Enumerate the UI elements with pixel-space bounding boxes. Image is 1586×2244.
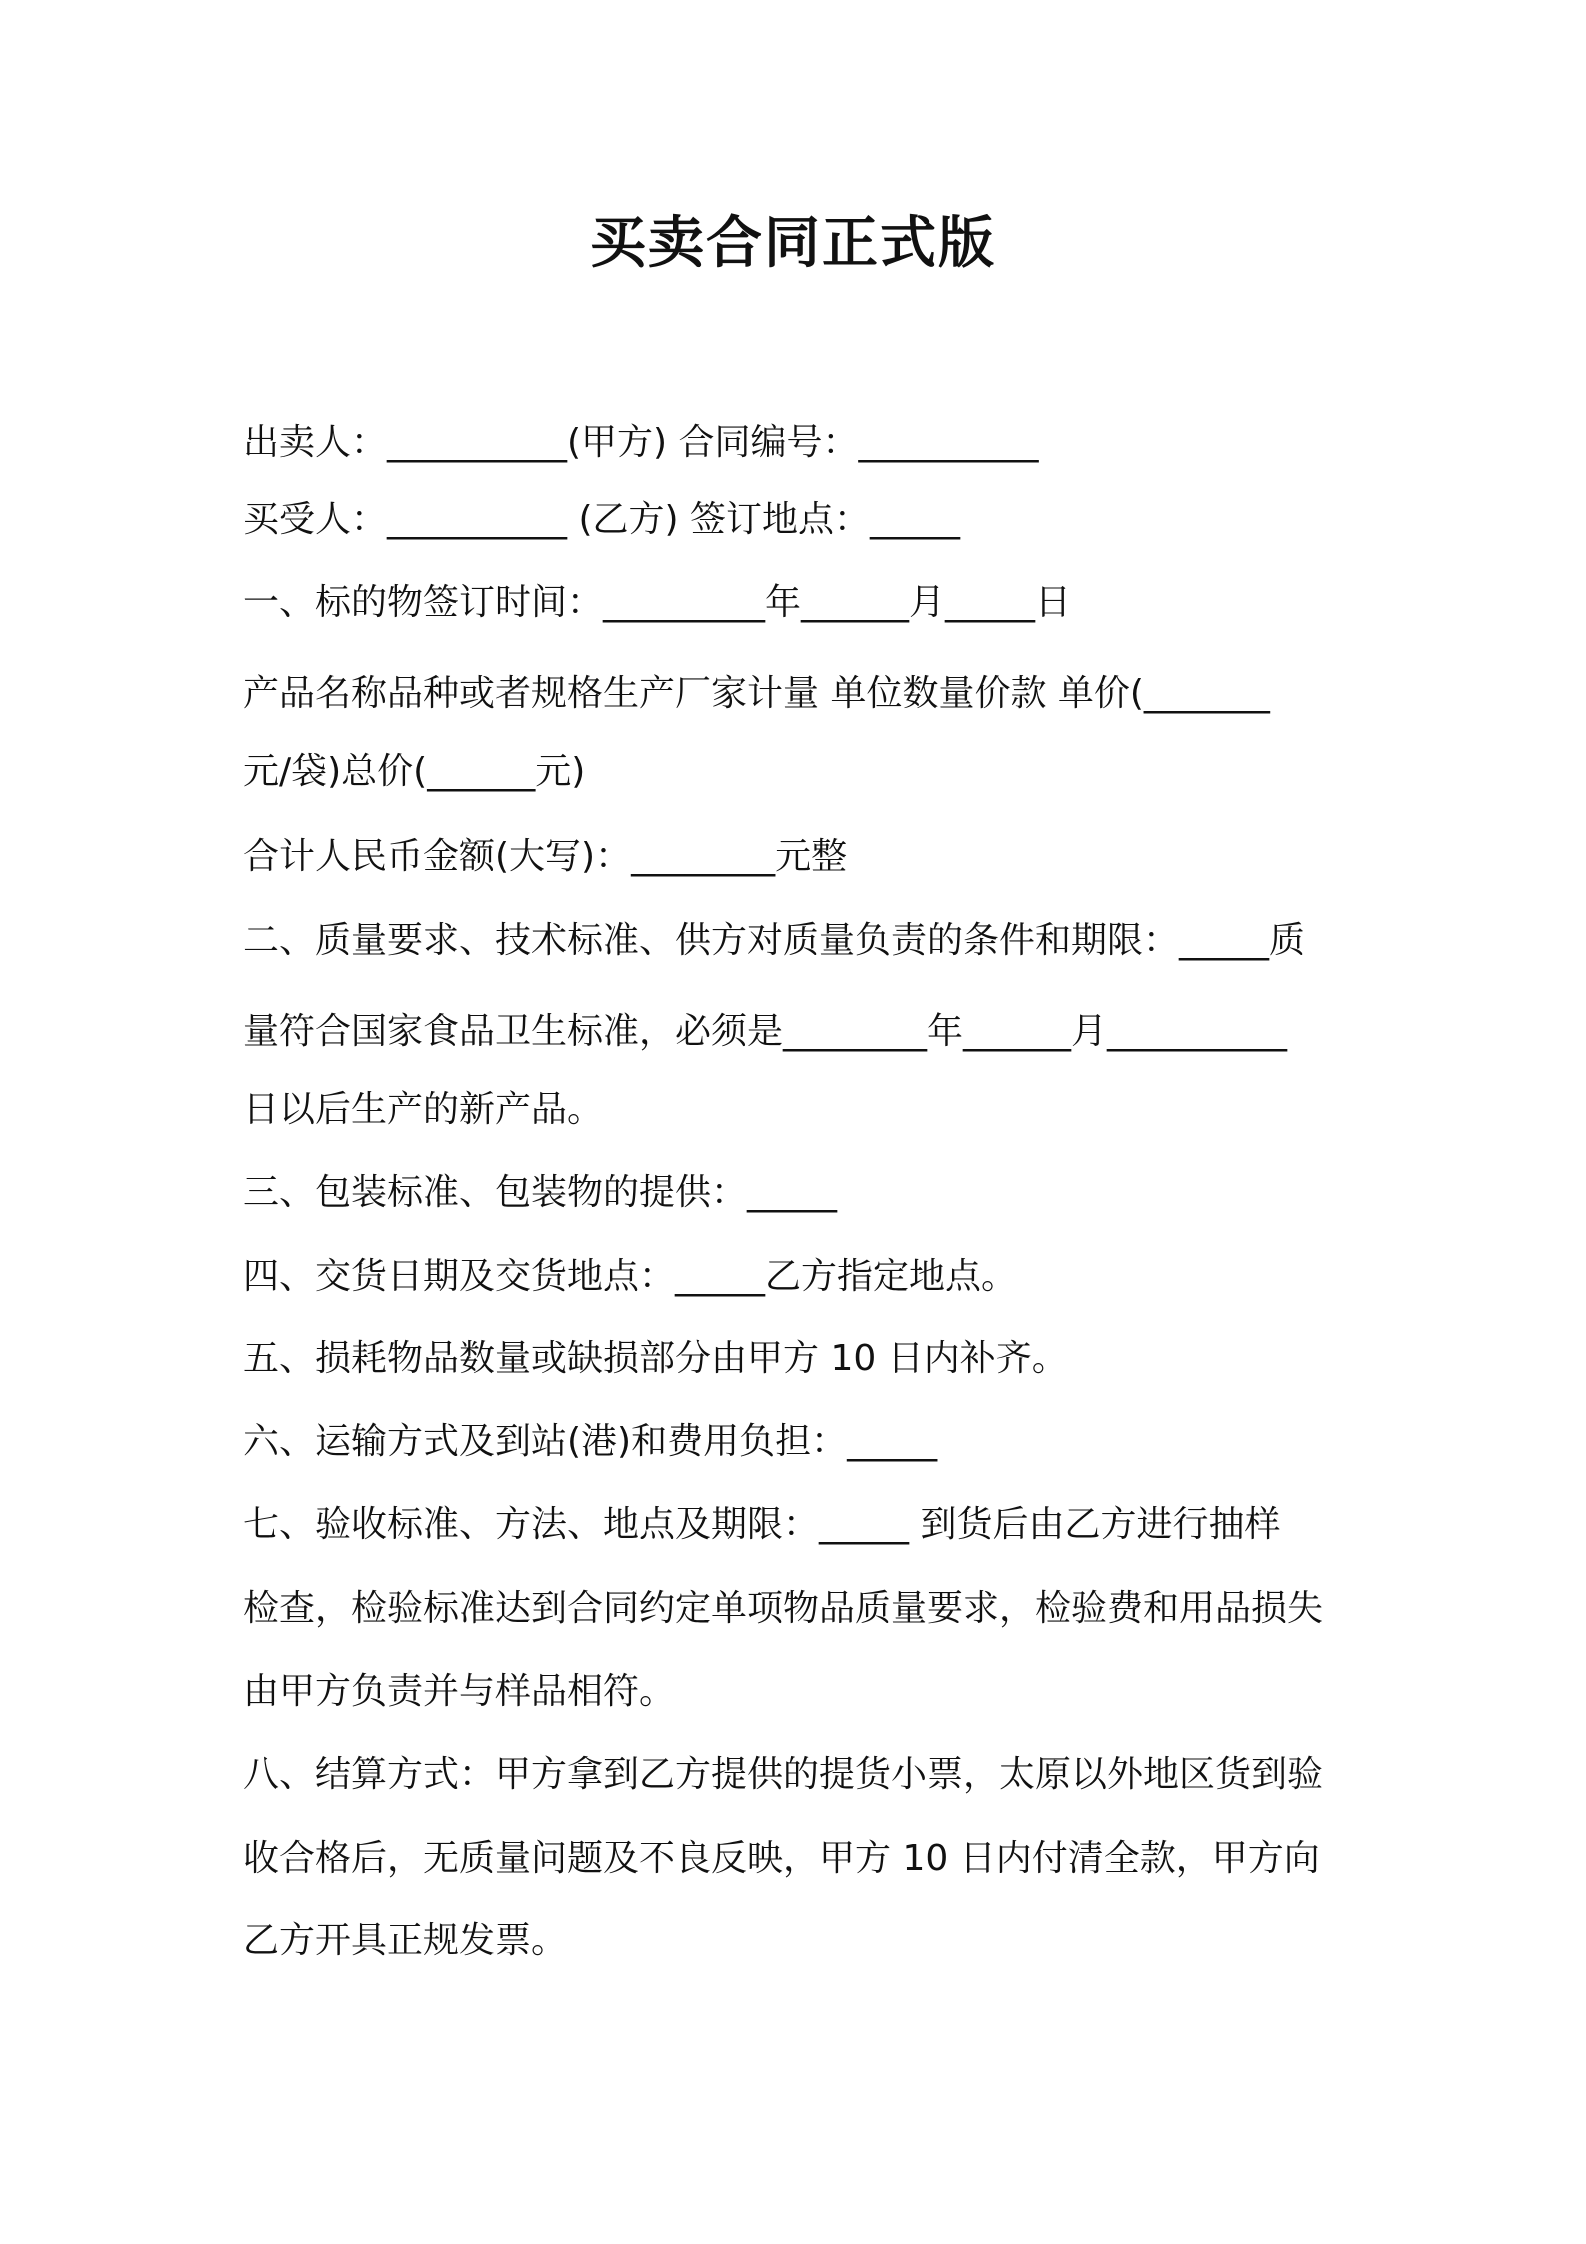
clause-6-line: 六、运输方式及到站(港)和费用负担：_____ [243,1421,938,1462]
clause-8-line-2: 收合格后，无质量问题及不良反映，甲方 10 日内付清全款，甲方向 [243,1838,1320,1879]
buyer-line: 买受人：__________ (乙方) 签订地点：_____ [243,499,960,540]
clause-2-line-1: 二、质量要求、技术标准、供方对质量负责的条件和期限：_____质 [243,920,1306,961]
product-line-1: 产品名称品种或者规格生产厂家计量 单位数量价款 单价(_______ [243,673,1270,714]
clause-5-line: 五、损耗物品数量或缺损部分由甲方 10 日内补齐。 [243,1338,1068,1379]
product-line-2: 元/袋)总价(______元) [243,751,586,792]
clause-4-line: 四、交货日期及交货地点：_____乙方指定地点。 [243,1256,1018,1297]
clause-8-line-1: 八、结算方式：甲方拿到乙方提供的提货小票，太原以外地区货到验 [243,1754,1324,1795]
clause-3-line: 三、包装标准、包装物的提供：_____ [243,1172,838,1213]
clause-2-line-2: 量符合国家食品卫生标准，必须是________年______月__________ [243,1011,1288,1052]
clause-2-line-3: 日以后生产的新产品。 [243,1089,604,1130]
clause-7-line-3: 由甲方负责并与样品相符。 [243,1671,676,1712]
document-title: 买卖合同正式版 [590,211,996,276]
clause-7-line-2: 检查，检验标准达到合同约定单项物品质量要求，检验费和用品损失 [243,1588,1324,1629]
clause-7-line-1: 七、验收标准、方法、地点及期限：_____ 到货后由乙方进行抽样 [243,1504,1281,1545]
total-amount-line: 合计人民币金额(大写)：________元整 [243,836,848,877]
clause-1-line: 一、标的物签订时间：_________年______月_____日 [243,582,1072,623]
seller-line: 出卖人：__________(甲方) 合同编号：__________ [243,422,1039,463]
clause-8-line-3: 乙方开具正规发票。 [243,1920,568,1961]
